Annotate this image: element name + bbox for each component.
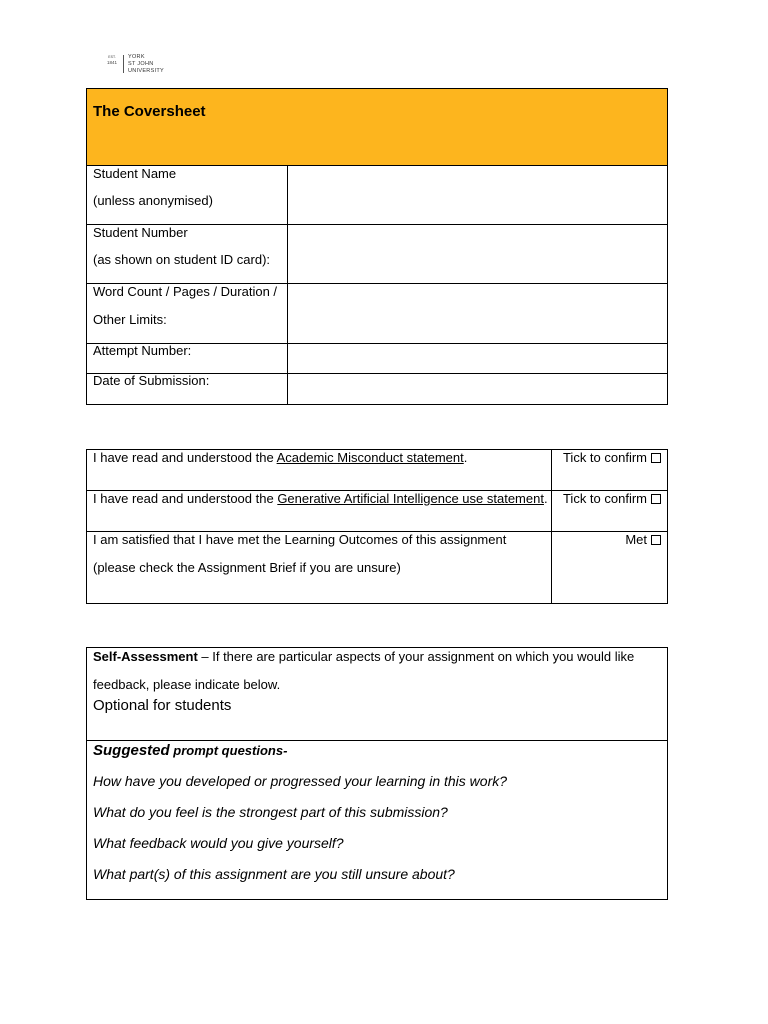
word-count-label: Word Count / Pages / Duration / <box>93 284 278 299</box>
row-date-of-submission <box>87 374 668 405</box>
logo-wordmark: YORK ST JOHN UNIVERSITY <box>128 54 165 74</box>
coversheet-header <box>87 89 668 166</box>
prompt-question: What do you feel is the strongest part of this submission? <box>93 804 448 820</box>
coversheet-title: The Coversheet <box>93 103 206 120</box>
logo-divider <box>123 55 124 73</box>
declaration-row-genai: I have read and understood the Generative Artificial Intelligence use statement. Tick to confirm <box>87 491 668 532</box>
self-assessment-intro: Self-Assessment – If there are particular aspects of your assignment on which you would like feedback, please indicate below. <box>93 649 635 692</box>
word-count-field[interactable] <box>288 284 668 344</box>
suggested-heading: Suggested prompt questions- <box>93 742 288 759</box>
attempt-number-label: Attempt Number: <box>93 343 192 358</box>
logo-crest: EST. 1841 <box>106 55 117 65</box>
date-of-submission-field[interactable] <box>288 374 668 405</box>
genai-statement-link[interactable]: Generative Artificial Intelligence use statement <box>277 491 544 506</box>
row-word-count <box>87 284 668 344</box>
self-assessment-heading: Self-Assessment <box>93 649 198 664</box>
genai-checkbox[interactable] <box>651 494 661 504</box>
self-assessment-intro-row <box>87 648 668 741</box>
student-name-field[interactable] <box>288 166 668 225</box>
met-label: Met <box>625 532 647 547</box>
declaration-row-learning-outcomes <box>87 532 668 604</box>
learning-outcomes-hint: (please check the Assignment Brief if you are unsure) <box>93 560 401 575</box>
attempt-number-field[interactable] <box>288 344 668 374</box>
declaration-row-misconduct: I have read and understood the Academic Misconduct statement. Tick to confirm <box>87 450 668 491</box>
prompt-question: What feedback would you give yourself? <box>93 835 344 851</box>
declarations-table <box>86 449 668 604</box>
word-count-label-2: Other Limits: <box>93 312 167 327</box>
tick-to-confirm-label: Tick to confirm <box>562 491 647 506</box>
date-of-submission-label: Date of Submission: <box>93 373 210 388</box>
prompt-question: How have you developed or progressed your learning in this work? <box>93 773 508 789</box>
prompt-question: What part(s) of this assignment are you still unsure about? <box>93 866 455 882</box>
row-attempt-number <box>87 344 668 374</box>
student-number-hint: (as shown on student ID card): <box>93 252 271 267</box>
met-checkbox[interactable] <box>651 535 661 545</box>
self-assessment-table <box>86 647 668 900</box>
student-number-label: Student Number <box>93 225 188 240</box>
student-name-label: Student Name <box>93 166 177 181</box>
optional-note: Optional for students <box>93 697 232 714</box>
student-number-field[interactable] <box>288 225 668 284</box>
learning-outcomes-text: I am satisfied that I have met the Learning Outcomes of this assignment <box>93 532 507 547</box>
self-assessment-questions-row[interactable] <box>87 741 668 900</box>
row-student-number <box>87 225 668 284</box>
tick-to-confirm-label: Tick to confirm <box>562 450 647 465</box>
row-student-name <box>87 166 668 225</box>
misconduct-checkbox[interactable] <box>651 453 661 463</box>
student-name-hint: (unless anonymised) <box>93 193 213 208</box>
academic-misconduct-link[interactable]: Academic Misconduct statement <box>276 450 464 465</box>
coversheet-table <box>86 88 668 405</box>
